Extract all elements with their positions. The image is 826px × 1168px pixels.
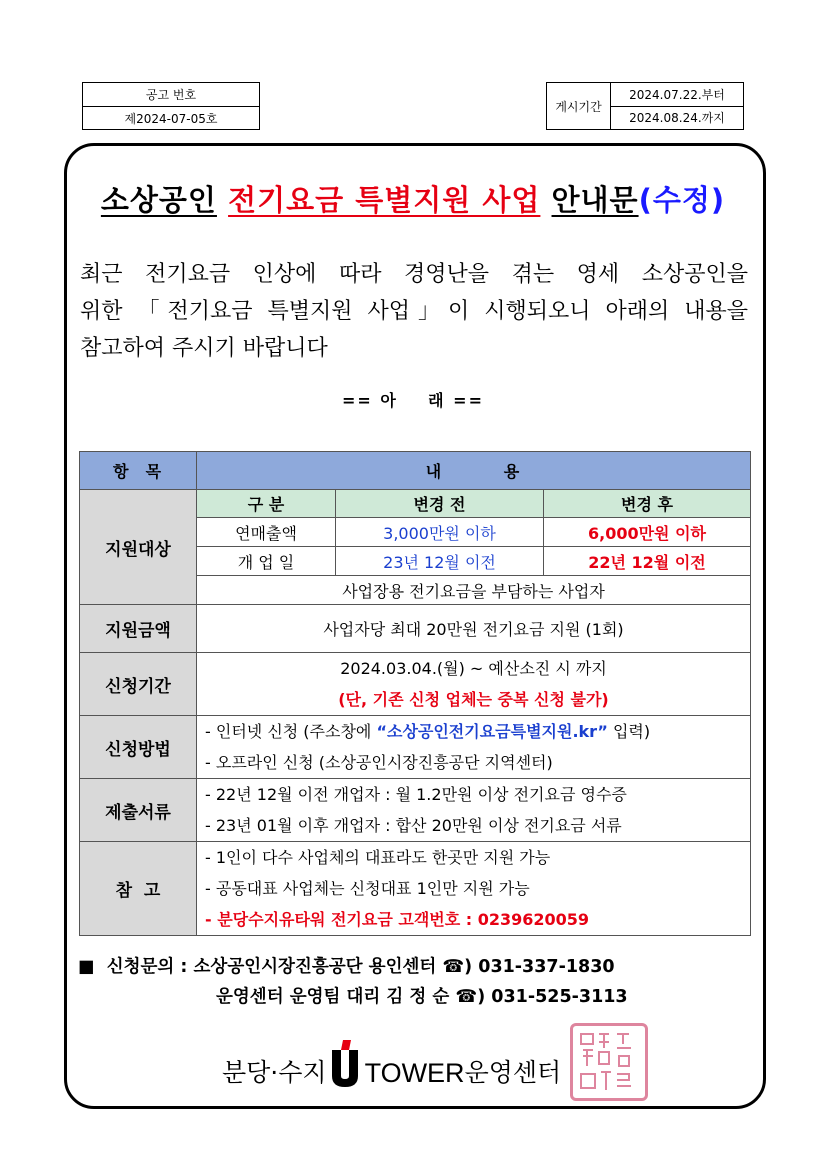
- method-online-link: “소상공인전기요금특별지원.kr”: [376, 722, 608, 741]
- info-table: [79, 451, 751, 936]
- title-revision-tag: (수정): [638, 183, 726, 217]
- row-label-amount: 지원금액: [80, 605, 197, 653]
- contact-info: [78, 952, 628, 1012]
- title-part-2: 전기요금 특별지원 사업: [228, 183, 541, 217]
- footer-brand: [222, 1040, 561, 1090]
- target-row1-before: 3,000만원 이하: [336, 518, 544, 547]
- official-seal: [570, 1023, 648, 1101]
- method-online: [205, 716, 750, 747]
- seal-icon: [573, 1026, 645, 1098]
- title-part-1: 소상공인: [100, 183, 217, 217]
- documents-line-2: - 23년 01월 이후 개업자 : 합산 20만원 이상 전기요금 서류: [205, 816, 622, 835]
- method-online-suffix: 입력): [607, 722, 651, 741]
- row-label-method: 신청방법: [80, 716, 197, 779]
- row-label-period: 신청기간: [80, 653, 197, 716]
- row-label-reference: 참 고: [80, 842, 197, 936]
- title-part-3: 안내문: [551, 183, 639, 217]
- sub-header-after: 변경 후: [544, 490, 751, 518]
- table-header-content: 내 용: [197, 452, 751, 490]
- table-header-item: 항 목: [80, 452, 197, 490]
- intro-line-2: 위한 「전기요금 특별지원 사업」이 시행되오니 아래의 내용을: [80, 299, 748, 324]
- posting-period-box: [546, 82, 744, 130]
- target-row2-after: 22년 12월 이전: [544, 547, 751, 576]
- brand-prefix: 분당·수지: [222, 1058, 327, 1087]
- u-tower-logo-icon: [329, 1040, 361, 1090]
- brand-tower: TOWER: [364, 1058, 465, 1088]
- reference-line-2: - 공동대표 사업체는 신청대표 1인만 지원 가능: [205, 879, 530, 898]
- period-from: 2024.07.22.부터: [629, 87, 725, 102]
- intro-paragraph: [80, 256, 748, 367]
- sub-header-category: 구 분: [197, 490, 336, 518]
- below-heading: == 아 래 ==: [342, 391, 484, 410]
- page-title: [0, 178, 826, 219]
- target-row2-name: 개 업 일: [197, 547, 336, 576]
- reference-line-1: - 1인이 다수 사업체의 대표라도 한곳만 지원 가능: [205, 848, 551, 867]
- documents-line-1: - 22년 12월 이전 개업자 : 월 1.2만원 이상 전기요금 영수증: [205, 785, 627, 804]
- intro-line-3: 참고하여 주시기 바랍니다: [80, 336, 328, 361]
- contact-line-2: 운영센터 운영팀 대리 김 정 순 ☎) 031-525-3113: [216, 987, 628, 1007]
- amount-value: 사업자당 최대 20만원 전기요금 지원 (1회): [197, 605, 751, 653]
- row-label-target: 지원대상: [80, 490, 197, 605]
- method-offline: - 오프라인 신청 (소상공인시장진흥공단 지역센터): [205, 753, 553, 772]
- notice-number: 제2024-07-05호: [83, 106, 259, 129]
- period-note: (단, 기존 신청 업체는 중복 신청 불가): [338, 690, 609, 709]
- method-online-prefix: - 인터넷 신청 (주소창에: [205, 722, 377, 741]
- target-row1-name: 연매출액: [197, 518, 336, 547]
- sub-header-before: 변경 전: [336, 490, 544, 518]
- target-row1-after: 6,000만원 이하: [544, 518, 751, 547]
- contact-line-1: ■ 신청문의 : 소상공인시장진흥공단 용인센터 ☎) 031-337-1830: [78, 957, 615, 977]
- period-label: 게시기간: [547, 83, 611, 129]
- target-row2-before: 23년 12월 이전: [336, 547, 544, 576]
- row-label-documents: 제출서류: [80, 779, 197, 842]
- intro-line-1: 최근 전기요금 인상에 따라 경영난을 겪는 영세 소상공인을: [80, 262, 748, 287]
- brand-suffix: 운영센터: [464, 1058, 562, 1087]
- notice-number-box: [82, 82, 260, 130]
- period-value: 2024.03.04.(월) ~ 예산소진 시 까지: [340, 659, 607, 678]
- notice-label: 공고 번호: [145, 88, 197, 102]
- period-to: 2024.08.24.까지: [611, 106, 743, 130]
- target-note: 사업장용 전기요금을 부담하는 사업자: [197, 576, 751, 605]
- reference-line-3: - 분당수지유타워 전기요금 고객번호 : 0239620059: [205, 910, 590, 929]
